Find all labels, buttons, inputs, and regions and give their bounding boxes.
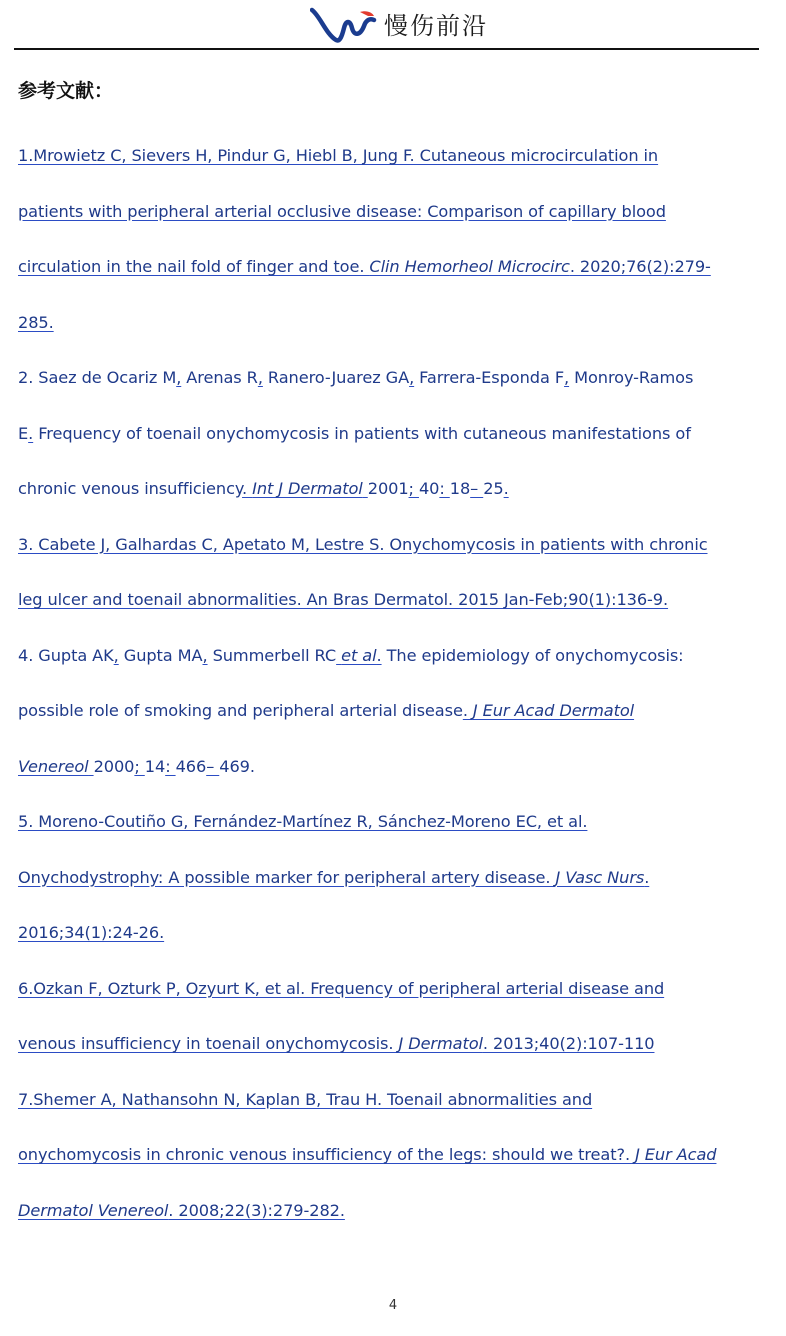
et-al-link[interactable]: et al	[341, 645, 377, 665]
reference-4-line-3: Venereol 2000; 14: 466– 469.	[18, 756, 255, 776]
reference-list	[18, 128, 763, 1238]
reference-7-line-1[interactable]: 7.Shemer A, Nathansohn N, Kaplan B, Trau H. Toenail abnormalities and	[18, 1089, 593, 1109]
journal-link[interactable]: J Eur Acad Dermatol	[472, 701, 635, 720]
reference-2-line-2: E. Frequency of toenail onychomycosis in patients with cutaneous manifestations of	[18, 423, 691, 443]
reference-5-line-3[interactable]: 2016;34(1):24-26.	[18, 923, 165, 942]
reference-7-line-2[interactable]: onychomycosis in chronic venous insufficiency of the legs: should we treat?. J Eur Acad	[18, 1145, 717, 1164]
reference-4-line-1: 4. Gupta AK, Gupta MA, Summerbell RC et al. The epidemiology of onychomycosis:	[18, 645, 684, 665]
journal-name: J Vasc Nurs	[555, 867, 645, 887]
journal-name-cont: Dermatol Venereol	[18, 1200, 169, 1220]
reference-1-line-3[interactable]: circulation in the nail fold of finger and toe. Clin Hemorheol Microcirc. 2020;76(2):279-	[18, 257, 711, 276]
reference-6-line-2[interactable]: venous insufficiency in toenail onychomycosis. J Dermatol. 2013;40(2):107-110	[18, 1034, 655, 1053]
reference-3-line-2[interactable]: leg ulcer and toenail abnormalities. An Bras Dermatol. 2015 Jan-Feb;90(1):136-9.	[18, 590, 669, 609]
reference-1-line-4[interactable]: 285.	[18, 312, 54, 332]
journal-link[interactable]: Int J Dermatol	[252, 479, 363, 498]
reference-2-line-3: chronic venous insufficiency. Int J Dermatol 2001; 40: 18– 25.	[18, 479, 509, 498]
journal-name: J Dermatol	[398, 1034, 483, 1053]
journal-link-cont[interactable]: Venereol	[18, 756, 89, 776]
brand-logo	[310, 6, 488, 46]
reference-6-line-1[interactable]: 6.Ozkan F, Ozturk P, Ozyurt K, et al. Frequency of peripheral arterial disease and	[18, 978, 665, 998]
reference-1-line-2[interactable]: patients with peripheral arterial occlusive disease: Comparison of capillary blood	[18, 201, 666, 221]
reference-2-line-1: 2. Saez de Ocariz M, Arenas R, Ranero-Juarez GA, Farrera-Esponda F, Monroy-Ramos	[18, 368, 694, 387]
reference-5-line-2[interactable]: Onychodystrophy: A possible marker for peripheral artery disease. J Vasc Nurs.	[18, 867, 650, 887]
journal-name: Clin Hemorheol Microcirc	[369, 257, 570, 276]
brand-name: 慢伤前沿	[384, 12, 488, 40]
wave-logo-icon	[310, 6, 378, 46]
reference-3-line-1[interactable]: 3. Cabete J, Galhardas C, Apetato M, Lestre S. Onychomycosis in patients with chronic	[18, 534, 708, 554]
reference-7-line-3[interactable]: Dermatol Venereol. 2008;22(3):279-282.	[18, 1200, 345, 1220]
journal-name: J Eur Acad	[635, 1145, 717, 1164]
reference-5-line-1[interactable]: 5. Moreno-Coutiño G, Fernández-Martínez R, Sánchez-Moreno EC, et al.	[18, 812, 588, 831]
page-number: 4	[388, 1298, 398, 1313]
references-heading: 参考文献：	[18, 80, 114, 102]
page-header	[14, 0, 759, 50]
reference-4-line-2: possible role of smoking and peripheral arterial disease. J Eur Acad Dermatol	[18, 701, 635, 720]
reference-1-line-1[interactable]: 1.Mrowietz C, Sievers H, Pindur G, Hiebl B, Jung F. Cutaneous microcirculation in	[18, 146, 659, 165]
